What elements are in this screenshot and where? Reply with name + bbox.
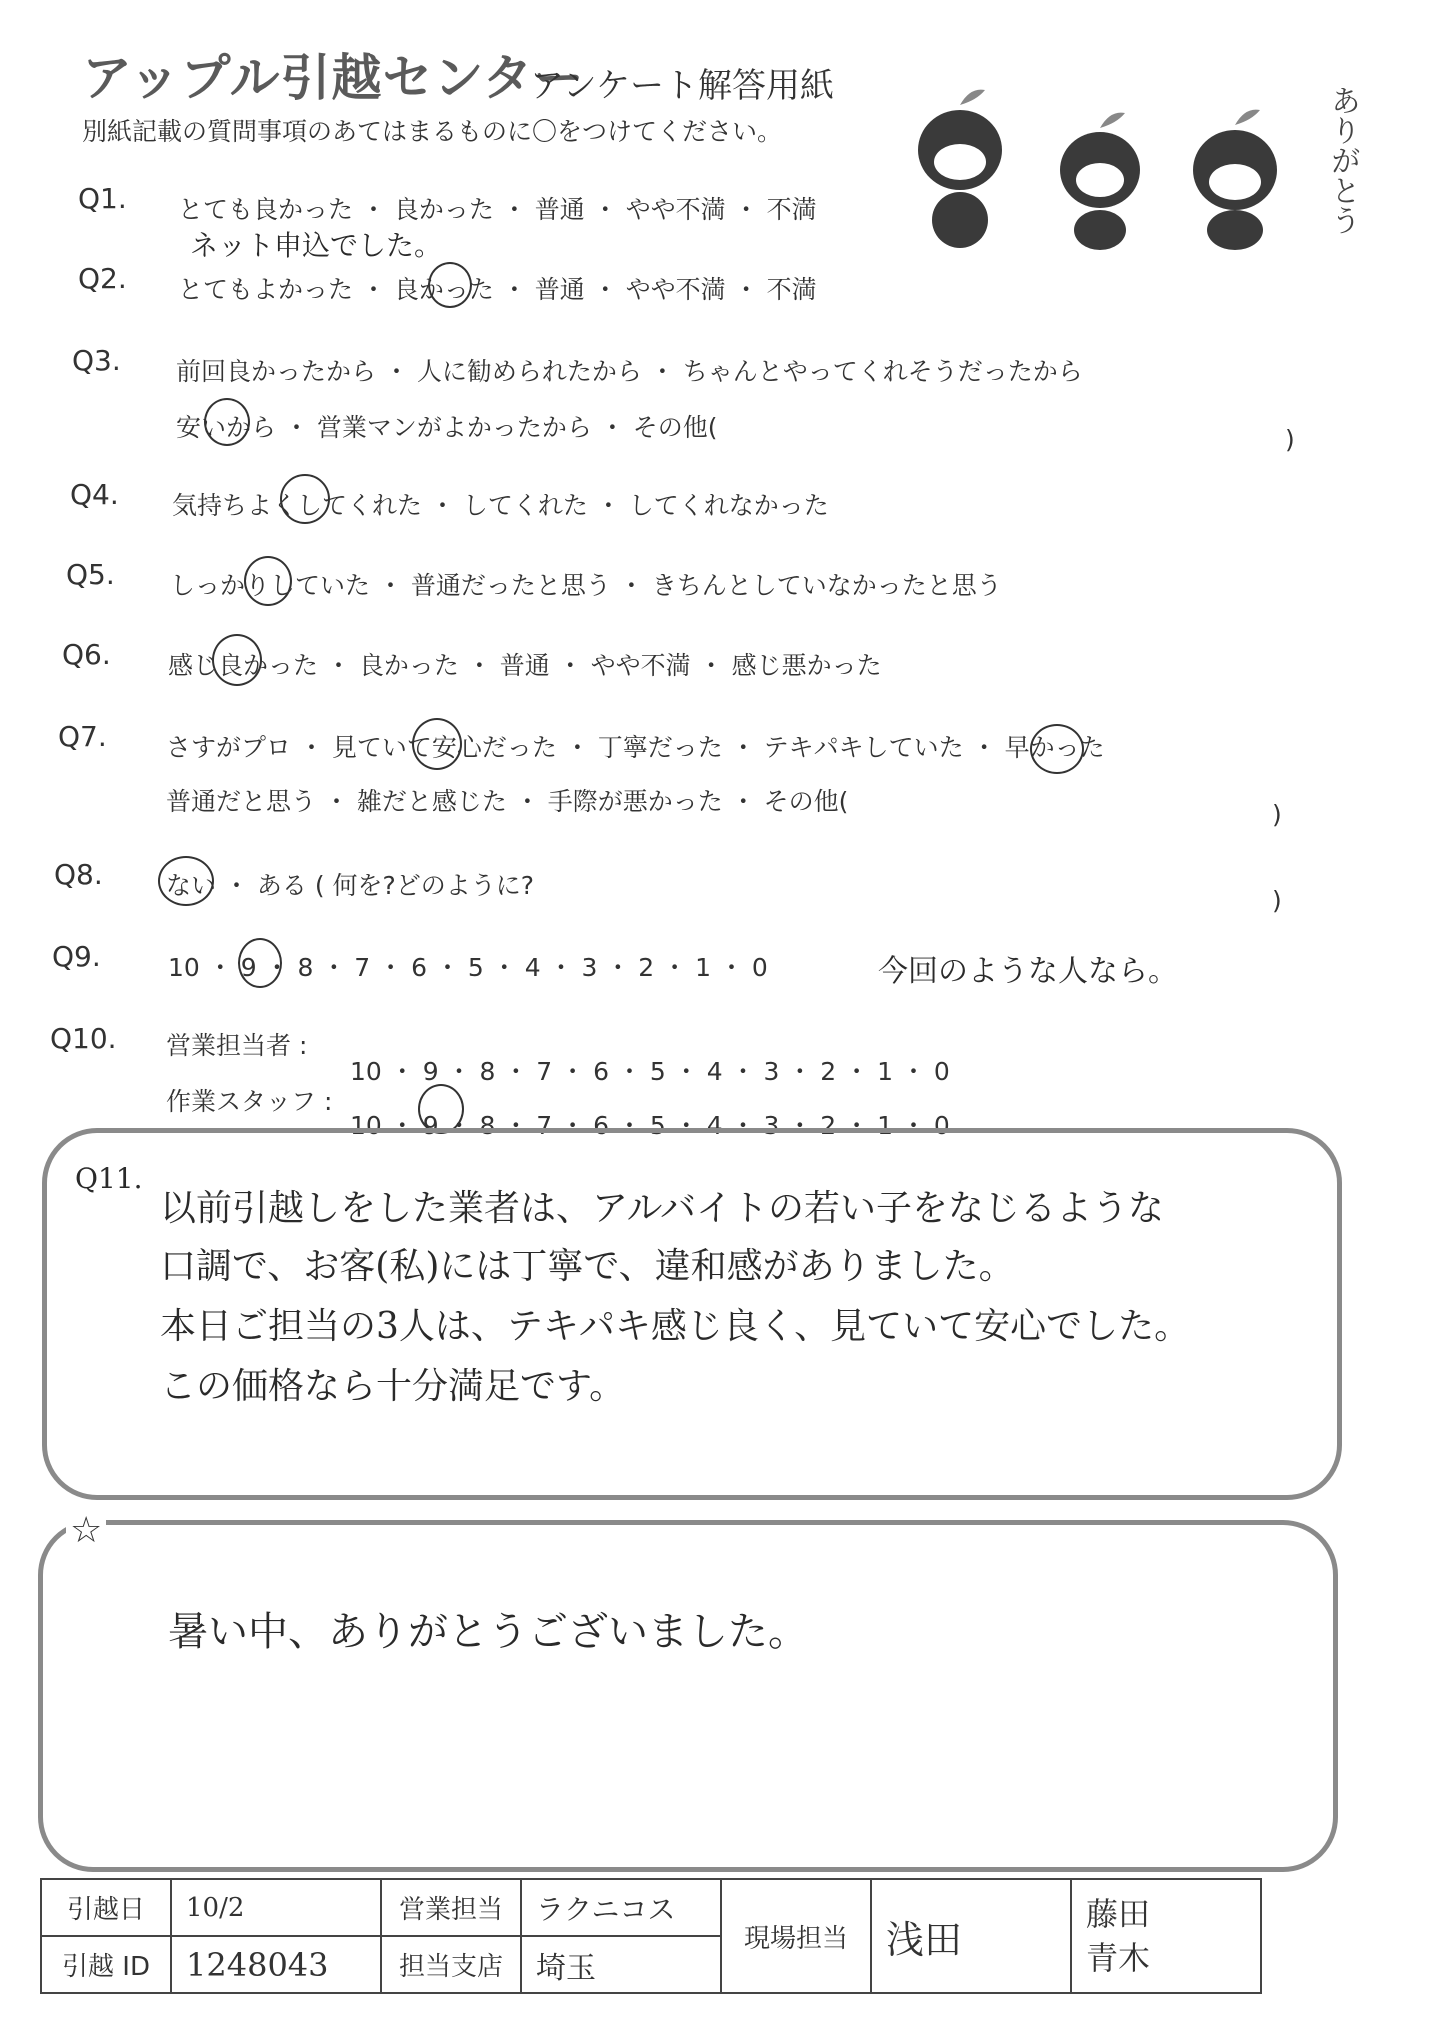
q1-handwritten-note: ネット申込でした。 (190, 229, 443, 262)
sales-label: 営業担当 (381, 1879, 521, 1936)
branch-label: 担当支店 (381, 1936, 521, 1993)
q11-line-3: 本日ご担当の3人は、テキパキ感じ良く、見ていて安心でした。 (160, 1306, 1191, 1347)
move-id-label: 引越 ID (41, 1936, 171, 1993)
q1-label: Q1. (78, 182, 127, 215)
instruction-text: 別紙記載の質問事項のあてはまるものに〇をつけてください。 (82, 117, 783, 146)
q4-options[interactable]: 気持ちよくしてくれた ・ してくれた ・ してくれなかった (172, 491, 829, 520)
q10-label: Q10. (50, 1022, 117, 1055)
q10-staff-label: 作業スタッフ : (166, 1087, 333, 1116)
thanks-handwritten: ありがとう (1325, 85, 1360, 235)
q5-label: Q5. (66, 558, 115, 591)
q2-answer-mark (428, 262, 472, 308)
site-staff-3: 青木 (1086, 1939, 1151, 1977)
q2-options[interactable]: とてもよかった ・ 良かった ・ 普通 ・ やや不満 ・ 不満 (178, 275, 817, 304)
site-staff-label: 現場担当 (721, 1879, 871, 1993)
star-comment-box (38, 1520, 1338, 1872)
q8-answer-circle (158, 856, 214, 906)
q2-label: Q2. (78, 262, 127, 295)
q5-answer-circle (244, 556, 292, 606)
q1-options[interactable]: とても良かった ・ 良かった ・ 普通 ・ やや不満 ・ 不満 (178, 195, 817, 224)
q10-staff-answer-circle (418, 1084, 464, 1134)
q11-line-2: 口調で、お客(私)には丁寧で、違和感がありました。 (160, 1246, 1015, 1287)
form-title: アンケート解答用紙 (530, 66, 834, 106)
move-date-value: 10/2 (171, 1879, 381, 1936)
star-icon: ☆ (66, 1510, 106, 1551)
q11-label: Q11. (75, 1162, 143, 1195)
q11-line-4: この価格なら十分満足です。 (160, 1366, 626, 1407)
q8-label: Q8. (54, 858, 103, 891)
q10-staff-scale[interactable]: 10 ・ 9 ・ 8 ・ 7 ・ 6 ・ 5 ・ 4 ・ 3 ・ 2 ・ 1 ・ 0 (350, 1111, 950, 1140)
company-title: アップル引越センター (82, 49, 585, 107)
q6-options[interactable]: 感じ良かった ・ 良かった ・ 普通 ・ やや不満 ・ 感じ悪かった (168, 651, 882, 680)
move-id-value: 1248043 (171, 1936, 381, 1993)
q9-label: Q9. (52, 940, 101, 973)
q8-close-paren: ) (1272, 886, 1282, 915)
q3-close-paren: ) (1285, 425, 1295, 454)
move-date-label: 引越日 (41, 1879, 171, 1936)
q3-answer-circle (204, 398, 250, 446)
q5-options[interactable]: しっかりしていた ・ 普通だったと思う ・ きちんとしていなかったと思う (170, 571, 1002, 600)
sales-value: ラクニコス (521, 1879, 721, 1936)
monkey-mascots-illustration (900, 70, 1300, 250)
q3-label: Q3. (72, 344, 121, 377)
q7-options-line2[interactable]: 普通だと思う ・ 雑だと感じた ・ 手際が悪かった ・ その他( (166, 787, 849, 816)
q3-options-line1[interactable]: 前回良かったから ・ 人に勧められたから ・ ちゃんとやってくれそうだったから (176, 357, 1083, 386)
q9-handwritten-note: 今回のような人なら。 (878, 954, 1178, 989)
site-staff-2-3 (1071, 1879, 1261, 1993)
q10-sales-scale[interactable]: 10 ・ 9 ・ 8 ・ 7 ・ 6 ・ 5 ・ 4 ・ 3 ・ 2 ・ 1 ・ 0 (350, 1057, 950, 1086)
q9-answer-circle (238, 938, 282, 988)
q7-options-line1[interactable]: さすがプロ ・ 見ていて安心だった ・ 丁寧だった ・ テキパキしていた ・ 早かった (166, 733, 1105, 762)
q8-options[interactable]: ない ・ ある ( 何を?どのように? (166, 871, 535, 900)
q4-answer-circle (280, 474, 330, 524)
branch-value: 埼玉 (521, 1936, 721, 1993)
q7-answer-circle-1 (412, 718, 462, 770)
site-staff-2: 藤田 (1086, 1895, 1151, 1933)
q3-options-line2[interactable]: 安いから ・ 営業マンがよかったから ・ その他( (176, 413, 718, 442)
q10-sales-label: 営業担当者 : (166, 1031, 308, 1060)
q7-close-paren: ) (1272, 800, 1282, 829)
q11-line-1: 以前引越しをした業者は、アルバイトの若い子をなじるような (160, 1188, 1165, 1229)
q4-label: Q4. (70, 478, 119, 511)
star-box-message: 暑い中、ありがとうございました。 (168, 1609, 808, 1655)
site-staff-1: 浅田 (871, 1879, 1071, 1993)
q7-label: Q7. (58, 720, 107, 753)
q7-answer-circle-2 (1030, 724, 1084, 774)
move-info-table (40, 1878, 1262, 1994)
q6-label: Q6. (62, 638, 111, 671)
q9-options[interactable]: 10 ・ 9 ・ 8 ・ 7 ・ 6 ・ 5 ・ 4 ・ 3 ・ 2 ・ 1 ・ 0 (168, 953, 768, 982)
q6-answer-circle (212, 634, 262, 686)
